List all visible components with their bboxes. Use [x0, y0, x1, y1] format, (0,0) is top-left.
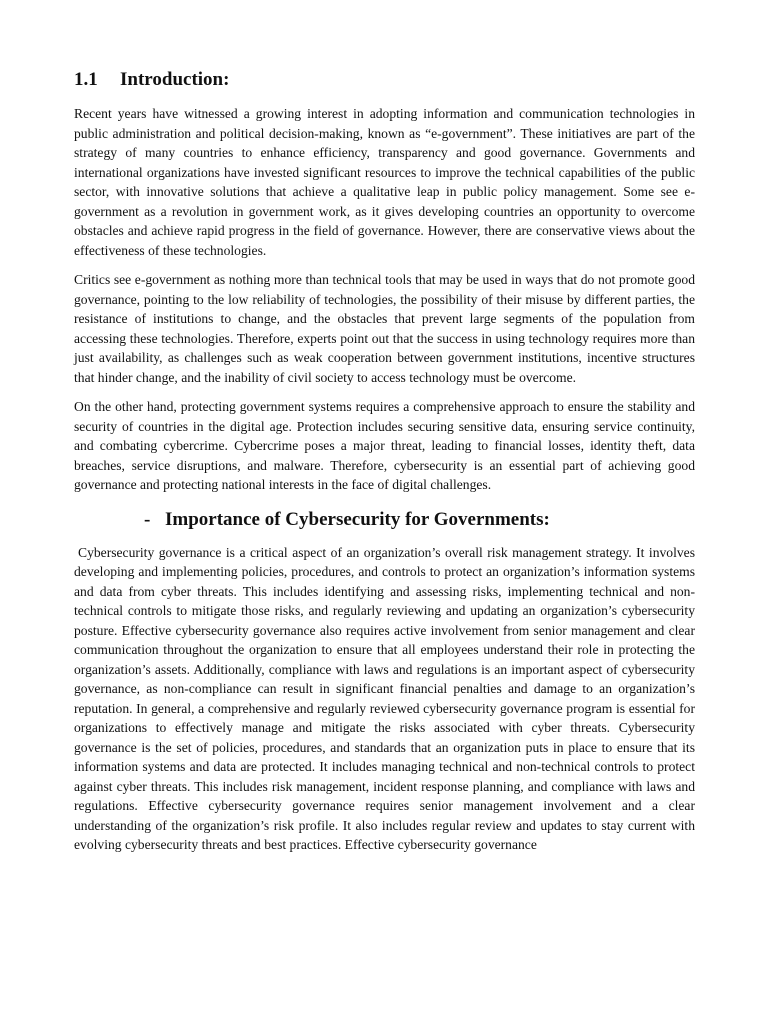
subsection-bullet: - [144, 508, 151, 530]
section-number: 1.1 [74, 69, 98, 90]
intro-paragraph-3: On the other hand, protecting government systems requires a comprehensive approach to ensure the stability and security of countries in the digital age. Protection includes securing sensitive data, ensuring service continuity, and combating cybercrime. Cybercrime poses a major threat, leading to financial losses, identity theft, data breaches, service disruptions, and malware. Therefore, cybersecurity is an essential part of achieving good governance and protecting national interests in the face of digital challenges. [74, 399, 695, 492]
section-heading [74, 68, 695, 92]
intro-paragraph-2: Critics see e-government as nothing more than technical tools that may be used in ways that do not promote good governance, pointing to the low reliability of technologies, the possibility of their misuse by different parties, the resistance of institutions to change, and the obstacles that prevent large segments of the population from accessing these technologies. Therefore, experts point out that the success in using technology requires more than just availability, as challenges such as weak cooperation between government institutions, incentive structures that hinder change, and the inability of civil society to access technology must be overcome. [74, 272, 695, 385]
cybersecurity-paragraph-text: Cybersecurity governance is a critical aspect of an organization’s overall risk management strategy. It involves developing and implementing policies, procedures, and controls to protect an organization’s information systems and data from cyber threats. This includes identifying and assessing risks, implementing technical and non-technical controls to mitigate those risks, and regularly reviewing and updating an organization’s cybersecurity posture. Effective cybersecurity governance also requires active involvement from senior management and clear communication throughout the organization to ensure that all employees understand their role in protecting the organization’s assets. Additionally, compliance with laws and regulations is an important aspect of cybersecurity governance, as non-compliance can result in significant financial penalties and damage to an organization’s reputation. In general, a comprehensive and regularly reviewed cybersecurity governance program is essential for organizations to effectively manage and mitigate the risks associated with cyber threats. Cybersecurity governance is the set of policies, procedures, and standards that an organization puts in place to ensure that its information systems and data are protected. It includes managing technical and non-technical controls to protect against cyber threats. This includes risk management, incident response planning, and compliance with laws and regulations. Effective cybersecurity governance requires senior management involvement and a clear understanding of the organization’s risk profile. It also includes regular review and updates to stay current with evolving cybersecurity threats and best practices. Effective cybersecurity governance [74, 544, 695, 852]
subsection-title: Importance of Cybersecurity for Governments: [165, 508, 550, 530]
intro-paragraph-1: Recent years have witnessed a growing interest in adopting information and communication technologies in public administration and political decision-making, known as “e-government”. These initiatives are part of the strategy of many countries to enhance efficiency, transparency and good governance. Governments and international organizations have invested significant resources to improve the technical capabilities of the public sector, with innovative solutions that achieve a qualitative leap in public policy management. Some see e-government as a revolution in government work, as it gives developing countries an opportunity to overcome obstacles and achieve rapid progress in the field of governance. However, there are conservative views about the effectiveness of these technologies. [74, 106, 695, 258]
subsection-heading [144, 508, 695, 532]
cybersecurity-paragraph [74, 543, 695, 855]
section-title: Introduction: [120, 69, 230, 90]
document-page [74, 68, 695, 855]
